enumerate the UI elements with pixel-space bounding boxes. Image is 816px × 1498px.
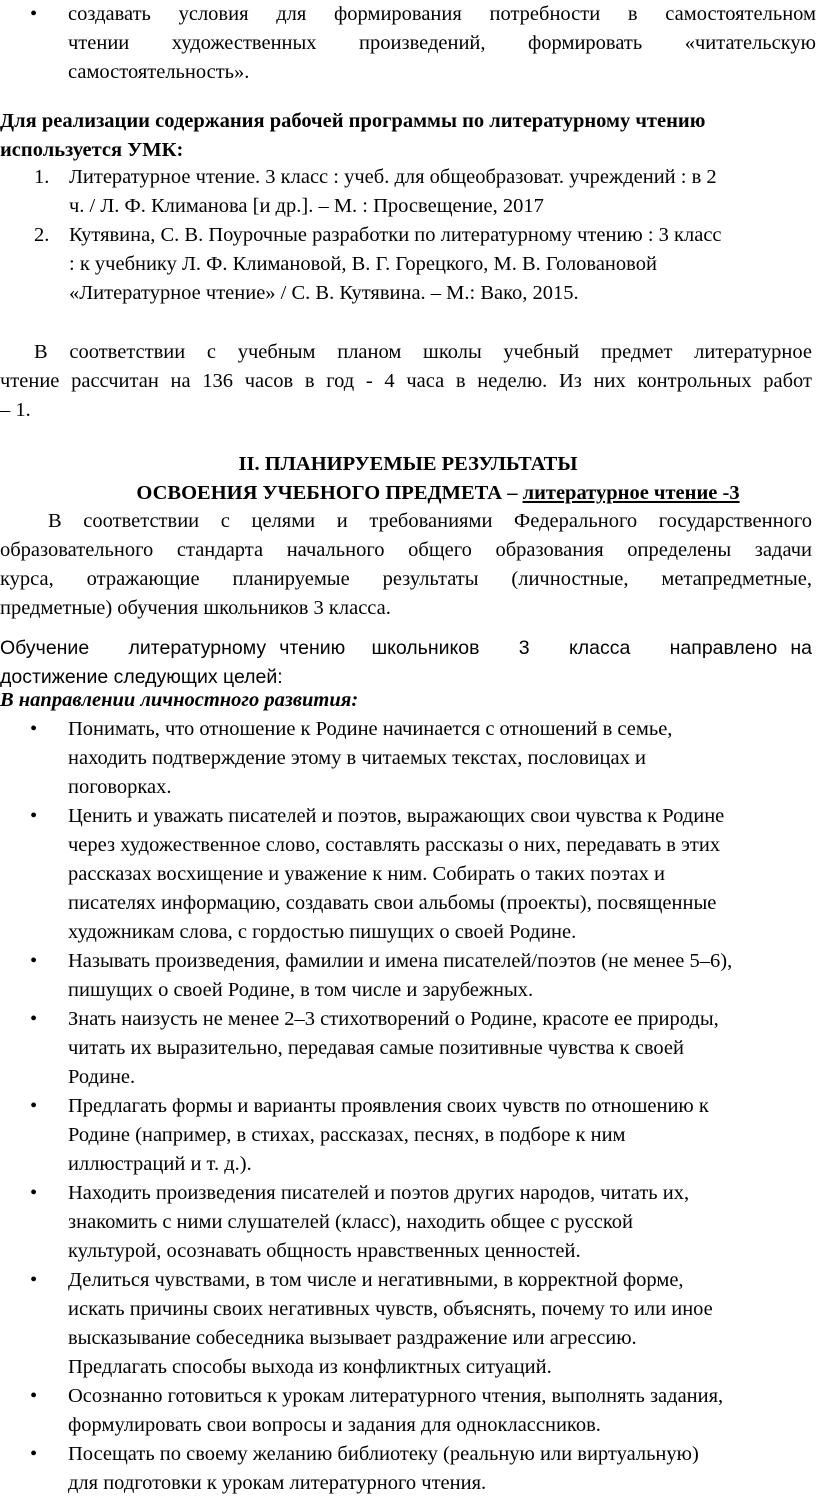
text-line: иллюстраций и т. д.). — [68, 1153, 252, 1175]
text-line: ч. / Л. Ф. Климанова [и др.]. – М. : Просвещение, 2017 — [69, 195, 544, 217]
list-item — [30, 1382, 810, 1440]
bullet-marker: • — [30, 950, 38, 972]
text-line: знакомить с ними слушателей (класс), находить общее с русской — [68, 1211, 633, 1233]
text-line: Родине. — [68, 1066, 136, 1088]
text-line: создавать условия для формирования потребности в самостоятельном — [68, 3, 816, 25]
text-line: писателях информацию, создавать свои альбомы (проекты), посвященные — [68, 892, 717, 914]
text-line: рассказах восхищение и уважение к ним. Собирать о таких поэтах и — [68, 863, 666, 885]
text-line: чтение рассчитан на 136 часов в год - 4 часа в неделю. Из них контрольных работ — [0, 370, 812, 392]
text-line: образовательного стандарта начального общего образования определены задачи — [0, 539, 812, 561]
text-line: самостоятельность». — [68, 61, 250, 83]
list-item — [30, 1440, 810, 1498]
list-item — [30, 1179, 810, 1266]
text-line: формулировать свои вопросы и задания для одноклассников. — [68, 1414, 601, 1436]
title-line — [0, 479, 816, 508]
text-line: культурой, осознавать общность нравственных ценностей. — [68, 1240, 581, 1262]
bullet-marker: • — [30, 805, 38, 827]
bullet-marker: • — [30, 1269, 38, 1291]
text-line: Знать наизусть не менее 2–3 стихотворений о Родине, красоте ее природы, — [68, 1008, 719, 1030]
bullet-marker: • — [30, 1008, 38, 1030]
text-line: для подготовки к урокам литературного чтения. — [68, 1472, 487, 1494]
text-line: предметные) обучения школьников 3 класса. — [0, 597, 391, 619]
heading-line: Для реализации содержания рабочей программы по литературному чтению — [0, 110, 706, 132]
text-line: чтении художественных произведений, формировать «читательскую — [68, 32, 816, 54]
text-line: художникам слова, с гордостью пишущих о своей Родине. — [68, 921, 577, 943]
text-line: : к учебнику Л. Ф. Климановой, В. Г. Горецкого, М. В. Головановой — [69, 253, 657, 275]
list-item — [30, 1266, 810, 1382]
text-line: Осознанно готовиться к урокам литературного чтения, выполнять задания, — [68, 1385, 724, 1407]
text-line: Посещать по своему желанию библиотеку (реальную или виртуальную) — [68, 1443, 699, 1465]
list-number: 1. — [34, 166, 50, 188]
list-item — [30, 802, 810, 947]
heading-line: используется УМК: — [0, 139, 184, 161]
title-prefix: ОСВОЕНИЯ УЧЕБНОГО ПРЕДМЕТА – — [136, 482, 523, 504]
text-line: Понимать, что отношение к Родине начинается с отношений в семье, — [68, 718, 673, 740]
personal-bullet-list — [30, 715, 810, 1498]
text-line: находить подтверждение этому в читаемых текстах, пословицах и — [68, 747, 646, 769]
list-item — [34, 221, 804, 308]
umk-list — [34, 163, 804, 308]
hours-paragraph — [0, 338, 812, 425]
text-line: В соответствии с целями и требованиями Федерального государственного — [48, 510, 812, 532]
bullet-marker: • — [30, 3, 38, 25]
text-line: искать причины своих негативных чувств, объяснять, почему то или иное — [68, 1298, 713, 1320]
title-line: II. ПЛАНИРУЕМЫЕ РЕЗУЛЬТАТЫ — [238, 453, 578, 475]
list-item — [30, 1005, 810, 1092]
text-line: высказывание собеседника вызывает раздражение или агрессию. — [68, 1327, 637, 1349]
text-line: Находить произведения писателей и поэтов других народов, читать их, — [68, 1182, 690, 1204]
list-number: 2. — [34, 224, 50, 246]
text-line: поговорках. — [68, 776, 172, 798]
text-line: «Литературное чтение» / С. В. Кутявина. – М.: Вако, 2015. — [69, 282, 579, 304]
bullet-marker: • — [30, 718, 38, 740]
bullet-marker: • — [30, 1095, 38, 1117]
text-line: Кутявина, С. В. Поурочные разработки по литературному чтению : 3 класс — [69, 224, 722, 246]
text-line: Называть произведения, фамилии и имена писателей/поэтов (не менее 5–6), — [68, 950, 733, 972]
text-line: Делиться чувствами, в том числе и негативными, в корректной форме, — [68, 1269, 684, 1291]
section-title — [0, 450, 816, 508]
intro-paragraph — [0, 507, 812, 623]
list-item — [34, 163, 804, 221]
bullet-marker: • — [30, 1443, 38, 1465]
subject-name: литературное чтение -3 — [522, 482, 740, 504]
text-line: Ценить и уважать писателей и поэтов, выражающих свои чувства к Родине — [68, 805, 725, 827]
text-line: Литературное чтение. 3 класс : учеб. для общеобразоват. учреждений : в 2 — [69, 166, 717, 188]
text-line: Предлагать формы и варианты проявления своих чувств по отношению к — [68, 1095, 709, 1117]
top-bullet-list-item — [30, 0, 816, 87]
text-line: Предлагать способы выхода из конфликтных ситуаций. — [68, 1356, 552, 1378]
text-line: через художественное слово, составлять рассказы о них, передавать в этих — [68, 834, 721, 856]
list-item — [30, 947, 810, 1005]
personal-heading: В направлении личностного развития: — [0, 689, 359, 711]
text-line: Родине (например, в стихах, рассказах, песнях, в подборе к ним — [68, 1124, 626, 1146]
bullet-marker: • — [30, 1385, 38, 1407]
goals-paragraph — [0, 634, 812, 692]
list-item — [30, 1092, 810, 1179]
text-line: – 1. — [0, 399, 31, 421]
bullet-marker: • — [30, 1182, 38, 1204]
text-line: читать их выразительно, передавая самые позитивные чувства к своей — [68, 1037, 684, 1059]
text-line: курса, отражающие планируемые результаты (личностные, метапредметные, — [0, 568, 812, 590]
text-line: пишущих о своей Родине, в том числе и зарубежных. — [68, 979, 534, 1001]
text-line: Обучение литературному чтению школьников 3 класса направлено на — [0, 637, 812, 659]
list-item — [30, 715, 810, 802]
text-line: достижение следующих целей: — [0, 666, 283, 688]
umk-heading — [0, 107, 812, 165]
text-line: В соответствии с учебным планом школы учебный предмет литературное — [34, 341, 812, 363]
